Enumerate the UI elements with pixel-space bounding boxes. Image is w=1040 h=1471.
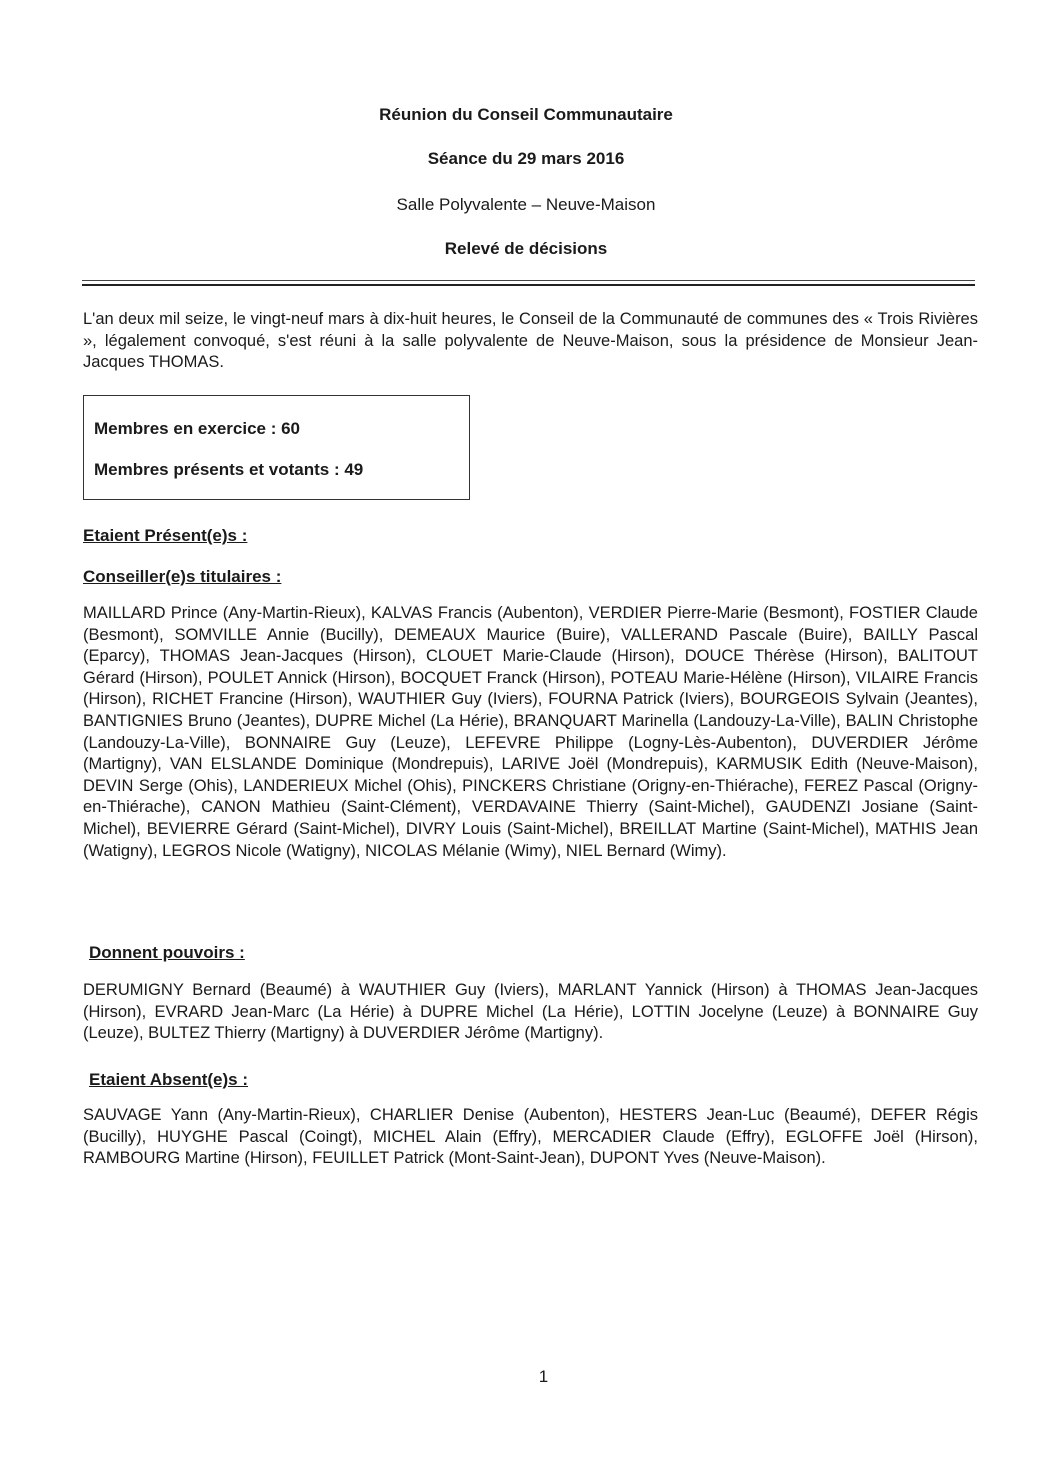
document-type: Relevé de décisions (444, 239, 608, 258)
members-in-office: Membres en exercice : 60 (94, 419, 301, 438)
document-title: Réunion du Conseil Communautaire (379, 105, 673, 124)
titulaires-heading: Conseiller(e)s titulaires : (83, 567, 282, 586)
absents-heading: Etaient Absent(e)s : (89, 1070, 249, 1089)
intro-paragraph: L'an deux mil seize, le vingt-neuf mars à dix-huit heures, le Conseil de la Communauté de communes des « Trois Rivières », légalement convoqué, s'est réuni à la salle polyvalente de Neuve-Maison, sous la présidence de Monsieur Jean-Jacques THOMAS. (83, 310, 978, 371)
members-count-box (83, 395, 470, 500)
venue: Salle Polyvalente – Neuve-Maison (396, 195, 656, 214)
header-divider-thin (82, 280, 975, 281)
session-date: Séance du 29 mars 2016 (427, 149, 625, 168)
titulaires-list: MAILLARD Prince (Any-Martin-Rieux), KALVAS Francis (Aubenton), VERDIER Pierre-Marie (Besmont), FOSTIER Claude (Besmont), SOMVILLE Annie (Bucilly), DEMEAUX Maurice (Buire), VALLERAND Pascale (Buire), BAILLY Pascal (Eparcy), THOMAS Jean-Jacques (Hirson), CLOUET Marie-Claude (Hirson), DOUCE Thérèse (Hirson), BALITOUT Gérard (Hirson), POULET Annick (Hirson), BOCQUET Franck (Hirson), POTEAU Marie-Hélène (Hirson), VILAIRE Francis (Hirson), RICHET Francine (Hirson), WAUTHIER Guy (Iviers), FOURNA Patrick (Iviers), BOURGEOIS Sylvain (Jeantes), BANTIGNIES Bruno (Jeantes), DUPRE Michel (La Hérie), BRANQUART Marinella (Landouzy-La-Ville), BALIN Christophe (Landouzy-La-Ville), BONNAIRE Guy (Leuze), LEFEVRE Philippe (Logny-Lès-Aubenton), DUVERDIER Jérôme (Martigny), VAN ELSLANDE Dominique (Mondrepuis), LARIVE Joël (Mondrepuis), KARMUSIK Edith (Neuve-Maison), DEVIN Serge (Ohis), LANDERIEUX Michel (Ohis), PINCKERS Christiane (Origny-en-Thiérache), FEREZ Pascal (Origny-en-Thiérache), CANON Mathieu (Saint-Clément), VERDAVAINE Thierry (Saint-Michel), GAUDENZI Josiane (Saint-Michel), BEVIERRE Gérard (Saint-Michel), DIVRY Louis (Saint-Michel), BREILLAT Martine (Saint-Michel), MATHIS Jean (Watigny), LEGROS Nicole (Watigny), NICOLAS Mélanie (Wimy), NIEL Bernard (Wimy). (83, 604, 978, 860)
pouvoirs-list: DERUMIGNY Bernard (Beaumé) à WAUTHIER Guy (Iviers), MARLANT Yannick (Hirson) à THOMAS Jean-Jacques (Hirson), EVRARD Jean-Marc (La Hérie) à DUPRE Michel (La Hérie), LOTTIN Jocelyne (Leuze) à BONNAIRE Guy (Leuze), BULTEZ Thierry (Martigny) à DUVERDIER Jérôme (Martigny). (83, 981, 978, 1042)
pouvoirs-heading: Donnent pouvoirs : (89, 943, 245, 962)
absents-list: SAUVAGE Yann (Any-Martin-Rieux), CHARLIER Denise (Aubenton), HESTERS Jean-Luc (Beaumé), DEFER Régis (Bucilly), HUYGHE Pascal (Coingt), MICHEL Alain (Effry), MERCADIER Claude (Effry), EGLOFFE Joël (Hirson), RAMBOURG Martine (Hirson), FEUILLET Patrick (Mont-Saint-Jean), DUPONT Yves (Neuve-Maison). (83, 1106, 978, 1167)
page-number: 1 (538, 1367, 549, 1386)
header-divider-thick (82, 284, 975, 286)
members-present-voting: Membres présents et votants : 49 (94, 460, 364, 479)
present-heading: Etaient Présent(e)s : (83, 526, 248, 545)
